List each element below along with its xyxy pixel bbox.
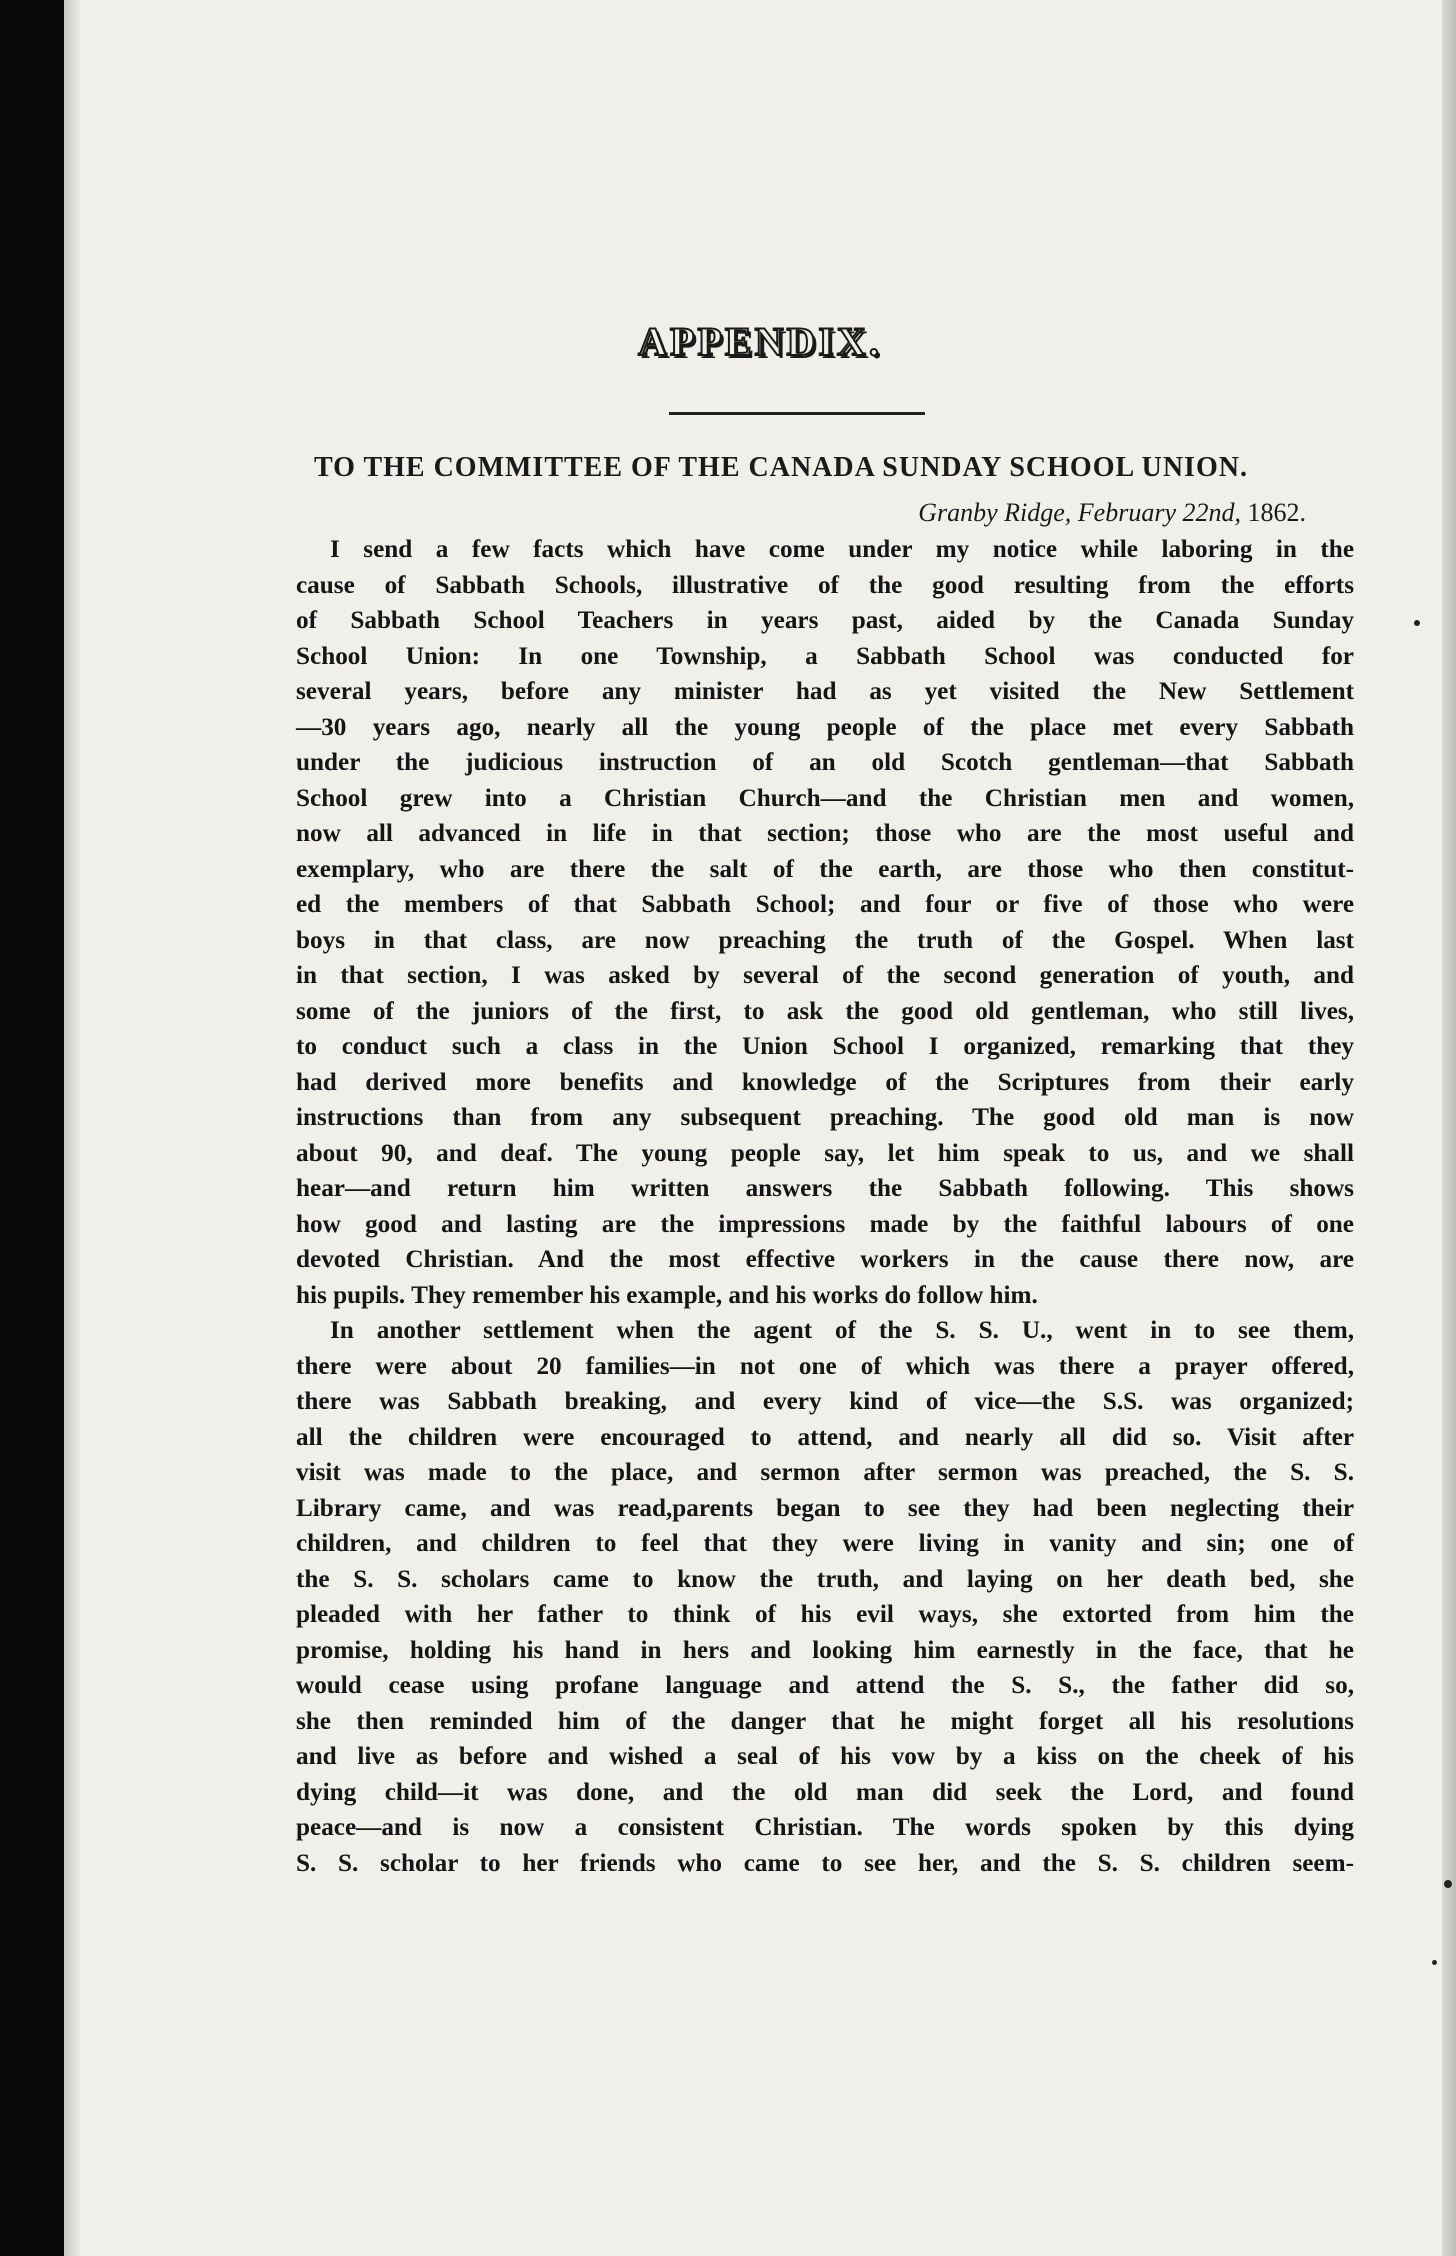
ink-speck [1414, 620, 1420, 626]
text-line: and live as before and wished a seal of his vow by a kiss on the cheek of his [296, 1743, 1354, 1770]
text-line: the S. S. scholars came to know the truth, and laying on her death bed, she [296, 1565, 1354, 1593]
text-line: she then reminded him of the danger that he might forget all his resolutions [296, 1707, 1354, 1735]
text-line: had derived more benefits and knowledge of the Scriptures from their early [296, 1068, 1354, 1096]
text-line: pleaded with her father to think of his evil ways, she extorted from him the [296, 1601, 1354, 1628]
text-line: peace—and is now a consistent Christian. The words spoken by this dying [296, 1814, 1354, 1841]
text-line: now all advanced in life in that section; those who are the most useful and [296, 820, 1354, 847]
text-line: to conduct such a class in the Union School I organized, remarking that they [296, 1033, 1354, 1060]
appendix-heading: APPENDIX. [638, 319, 882, 364]
address-line: TO THE COMMITTEE OF THE CANADA SUNDAY SCHOOL UNION. [314, 452, 1248, 483]
text-line: there were about 20 families—in not one of which was there a prayer offered, [296, 1352, 1354, 1380]
text-line: I send a few facts which have come under my notice while laboring in the [330, 536, 1354, 563]
dateline [918, 498, 1306, 528]
heading-rule [669, 412, 925, 415]
text-line: hear—and return him written answers the Sabbath following. This shows [296, 1175, 1354, 1202]
text-line: would cease using profane language and attend the S. S., the father did so, [296, 1672, 1354, 1699]
text-line: devoted Christian. And the most effective workers in the cause there now, are [296, 1246, 1354, 1273]
ink-speck [1444, 1880, 1452, 1888]
text-line: under the judicious instruction of an old Scotch gentleman—that Sabbath [296, 749, 1354, 776]
text-line: all the children were encouraged to attend, and nearly all did so. Visit after [296, 1423, 1354, 1451]
text-line: School Union: In one Township, a Sabbath School was conducted for [296, 642, 1354, 670]
text-line: In another settlement when the agent of the S. S. U., went in to see them, [330, 1317, 1354, 1344]
text-line: several years, before any minister had as yet visited the New Settlement [296, 678, 1354, 705]
text-line: cause of Sabbath Schools, illustrative of the good resulting from the efforts [296, 571, 1354, 599]
text-line: how good and lasting are the impressions made by the faithful labours of one [296, 1210, 1354, 1238]
book-page [64, 0, 1456, 2256]
text-line: exemplary, who are there the salt of the earth, are those who then constitut- [296, 855, 1354, 883]
text-line: children, and children to feel that they were living in vanity and sin; one of [296, 1530, 1354, 1557]
text-line: about 90, and deaf. The young people say, let him speak to us, and we shall [296, 1139, 1354, 1167]
dateline-year: 1862. [1247, 498, 1306, 527]
text-line: his pupils. They remember his example, and his works do follow him. [296, 1281, 1038, 1309]
text-line: S. S. scholar to her friends who came to see her, and the S. S. children seem- [296, 1849, 1354, 1877]
text-line: Library came, and was read,parents began to see they had been neglecting their [296, 1494, 1354, 1522]
text-line: —30 years ago, nearly all the young people of the place met every Sabbath [296, 713, 1354, 741]
dateline-place-date: Granby Ridge, February 22nd, [918, 498, 1241, 527]
text-line: instructions than from any subsequent preaching. The good old man is now [296, 1104, 1354, 1131]
text-line: School grew into a Christian Church—and the Christian men and women, [296, 784, 1354, 812]
text-line: there was Sabbath breaking, and every kind of vice—the S.S. was organized; [296, 1388, 1354, 1415]
text-line: some of the juniors of the first, to ask the good old gentleman, who still lives, [296, 997, 1354, 1025]
text-line: in that section, I was asked by several of the second generation of youth, and [296, 962, 1354, 989]
ink-speck [1432, 1960, 1437, 1965]
letter-body [296, 532, 1354, 1881]
text-line: boys in that class, are now preaching the truth of the Gospel. When last [296, 926, 1354, 954]
text-line: visit was made to the place, and sermon after sermon was preached, the S. S. [296, 1459, 1354, 1486]
text-line: dying child—it was done, and the old man did seek the Lord, and found [296, 1778, 1354, 1806]
text-line: of Sabbath School Teachers in years past, aided by the Canada Sunday [296, 607, 1354, 634]
text-line: promise, holding his hand in hers and looking him earnestly in the face, that he [296, 1636, 1354, 1664]
text-line: ed the members of that Sabbath School; and four or five of those who were [296, 891, 1354, 918]
